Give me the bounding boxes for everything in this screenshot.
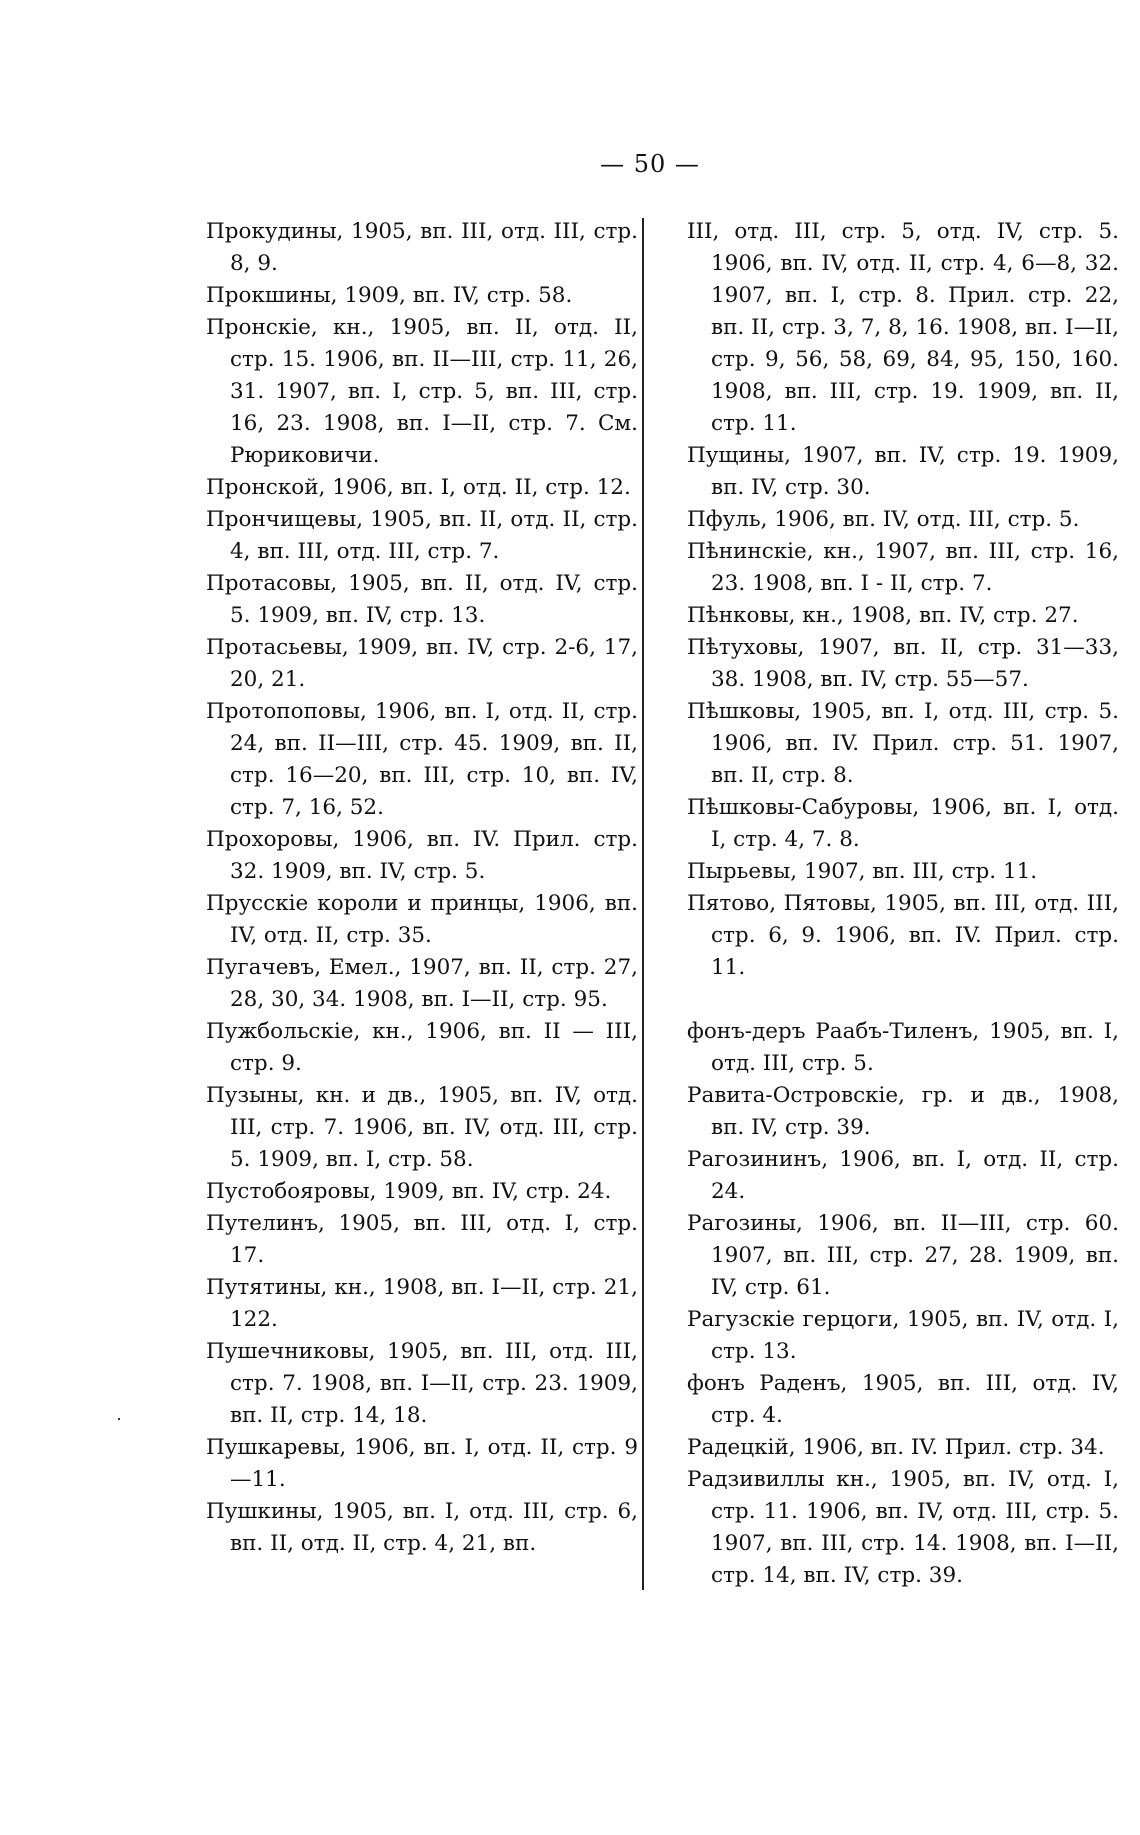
index-entry: Прокшины, 1909, вп. IV, стр. 58.: [206, 283, 573, 308]
index-entry: Протасовы, 1905, вп. II, отд. IV, стр. 5. 1909, вп. IV, стр. 13.: [206, 571, 638, 628]
index-entry: фонъ Раденъ, 1905, вп. III, отд. IV, стр. 4.: [687, 1371, 1119, 1428]
index-entry: Прохоровы, 1906, вп. IV. Прил. стр. 32. 1909, вп. IV, стр. 5.: [206, 827, 638, 884]
index-entry: Пѣтуховы, 1907, вп. II, стр. 31—33, 38. 1908, вп. IV, стр. 55—57.: [687, 635, 1119, 692]
index-entry: Радецкій, 1906, вп. IV. Прил. стр. 34.: [687, 1435, 1105, 1460]
column-divider: [642, 218, 644, 1590]
index-entry: Пушечниковы, 1905, вп. III, отд. III, стр. 7. 1908, вп. I—II, стр. 23. 1909, вп. II, стр. 14, 18.: [206, 1339, 638, 1428]
index-entry: Пѣшковы, 1905, вп. I, отд. III, стр. 5. 1906, вп. IV. Прил. стр. 51. 1907, вп. II, стр. 8.: [687, 699, 1119, 788]
index-entry: Путелинъ, 1905, вп. III, отд. I, стр. 17.: [206, 1211, 638, 1268]
index-entry: Пущины, 1907, вп. IV, стр. 19. 1909, вп. IV, стр. 30.: [687, 443, 1119, 500]
index-entry: Прусскіе короли и принцы, 1906, вп. IV, отд. II, стр. 35.: [206, 891, 638, 948]
right-column: [687, 216, 1119, 1592]
index-entry: Пустобояровы, 1909, вп. IV, стр. 24.: [206, 1179, 612, 1204]
index-entry: Пужбольскіе, кн., 1906, вп. II — III, стр. 9.: [206, 1019, 638, 1076]
index-entry: Равита-Островскіе, гр. и дв., 1908, вп. IV, стр. 39.: [687, 1083, 1119, 1140]
index-entry: фонъ-деръ Раабъ-Тиленъ, 1905, вп. I, отд. III, стр. 5.: [687, 1019, 1119, 1076]
index-entry: Пушкины, 1905, вп. I, отд. III, стр. 6, вп. II, отд. II, стр. 4, 21, вп.: [206, 1499, 638, 1556]
index-entry: Протасьевы, 1909, вп. IV, стр. 2-6, 17, 20, 21.: [206, 635, 638, 692]
index-entry: Рагузскіе герцоги, 1905, вп. IV, отд. I, стр. 13.: [687, 1307, 1119, 1364]
index-entry: Пузыны, кн. и дв., 1905, вп. IV, отд. III, стр. 7. 1906, вп. IV, отд. III, стр. 5. 1909, вп. I, стр. 58.: [206, 1083, 638, 1172]
scan-speck: [118, 1418, 120, 1420]
index-entry: Радзивиллы кн., 1905, вп. IV, отд. I, стр. 11. 1906, вп. IV, отд. III, стр. 5. 1907, вп. III, стр. 14. 1908, вп. I—II, стр. 14, вп. IV, стр. 39.: [687, 1467, 1119, 1588]
index-entry: Пфуль, 1906, вп. IV, отд. III, стр. 5.: [687, 507, 1080, 532]
index-entry: Пугачевъ, Емел., 1907, вп. II, стр. 27, 28, 30, 34. 1908, вп. I—II, стр. 95.: [206, 955, 638, 1012]
index-entry: Пѣшковы-Сабуровы, 1906, вп. I, отд. I, стр. 4, 7. 8.: [687, 795, 1119, 852]
index-entry: Пѣнинскіе, кн., 1907, вп. III, стр. 16, 23. 1908, вп. I - II, стр. 7.: [687, 539, 1119, 596]
index-entry: Пронскіе, кн., 1905, вп. II, отд. II, стр. 15. 1906, вп. II—III, стр. 11, 26, 31. 1907, вп. I, стр. 5, вп. III, стр. 16, 23. 1908, вп. I—II, стр. 7. См. Рюриковичи.: [206, 315, 638, 468]
index-entry: Путятины, кн., 1908, вп. I—II, стр. 21, 122.: [206, 1275, 638, 1332]
index-entry: Пѣнковы, кн., 1908, вп. IV, стр. 27.: [687, 603, 1079, 628]
index-entry: Рагозининъ, 1906, вп. I, отд. II, стр. 24.: [687, 1147, 1119, 1204]
index-entry-continuation: III, отд. III, стр. 5, отд. IV, стр. 5. 1906, вп. IV, отд. II, стр. 4, 6—8, 32. 1907, вп. I, стр. 8. Прил. стр. 22, вп. II, стр. 3, 7, 8, 16. 1908, вп. I—II, стр. 9, 56, 58, 69, 84, 95, 150, 160. 1908, вп. III, стр. 19. 1909, вп. II, стр. 11.: [687, 219, 1119, 436]
index-entry: Рагозины, 1906, вп. II—III, стр. 60. 1907, вп. III, стр. 27, 28. 1909, вп. IV, стр. 61.: [687, 1211, 1119, 1300]
index-entry: Пушкаревы, 1906, вп. I, отд. II, стр. 9—11.: [206, 1435, 638, 1492]
index-entry: Прончищевы, 1905, вп. II, отд. II, стр. 4, вп. III, отд. III, стр. 7.: [206, 507, 638, 564]
index-entry: Пронской, 1906, вп. I, отд. II, стр. 12.: [206, 475, 631, 500]
page-number: — 50 —: [600, 150, 700, 178]
index-entry: Протопоповы, 1906, вп. I, отд. II, стр. 24, вп. II—III, стр. 45. 1909, вп. II, стр. 16—20, вп. III, стр. 10, вп. IV, стр. 7, 16, 52.: [206, 699, 638, 820]
index-entry: Прокудины, 1905, вп. III, отд. III, стр. 8, 9.: [206, 219, 638, 276]
index-entry: Пырьевы, 1907, вп. III, стр. 11.: [687, 859, 1038, 884]
left-column: [206, 216, 638, 1560]
index-entry: Пятово, Пятовы, 1905, вп. III, отд. III, стр. 6, 9. 1906, вп. IV. Прил. стр. 11.: [687, 891, 1119, 980]
